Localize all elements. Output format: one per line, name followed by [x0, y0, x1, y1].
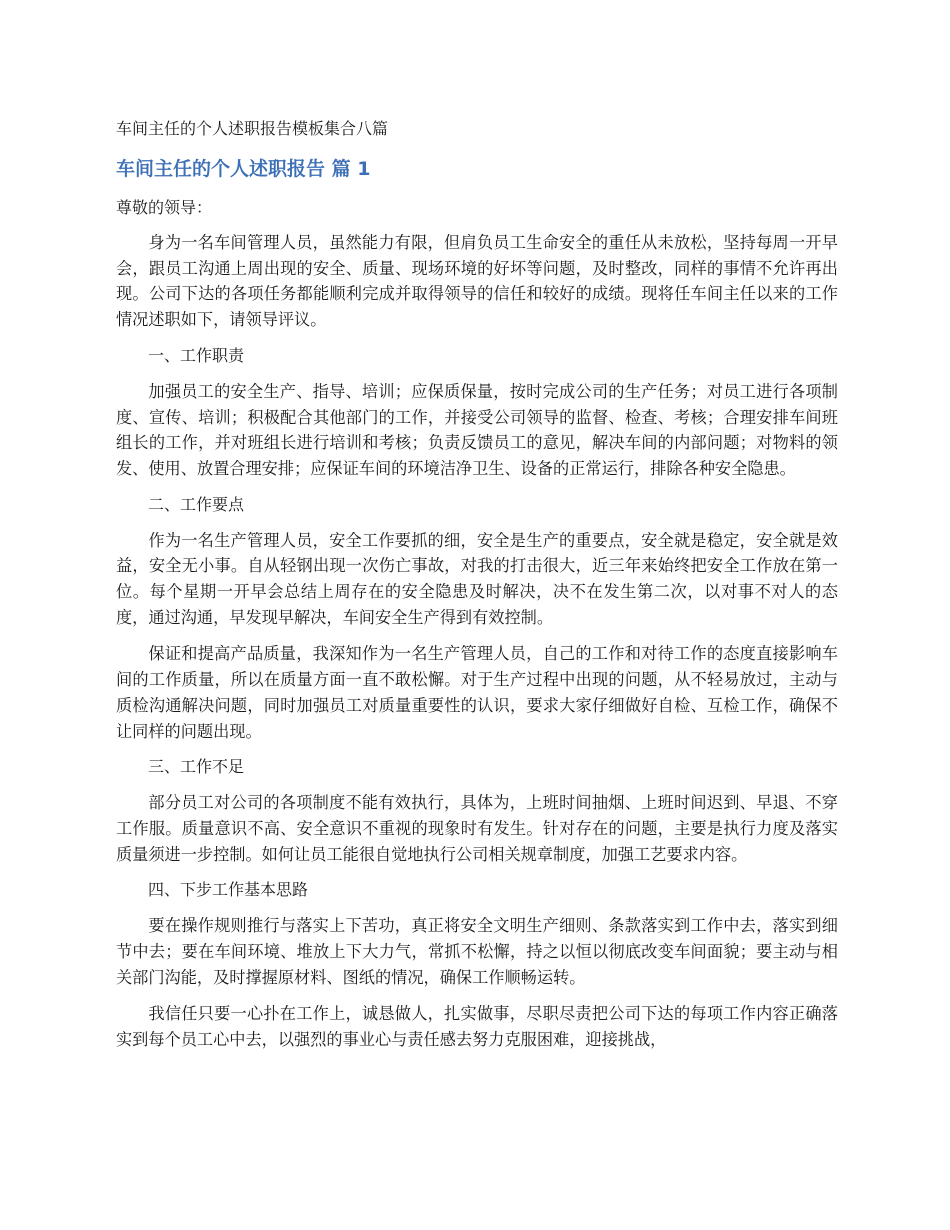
- paragraph-quality: 保证和提高产品质量，我深知作为一名生产管理人员，自己的工作和对待工作的态度直接影响车间的工作质量，所以在质量方面一直不敢松懈。对于生产过程中出现的问题，从不轻易放过，主动与质检沟通解决问题，同时加强员工对质量重要性的认识，要求大家仔细做好自检、互检工作，确保不让同样的问题出现。: [116, 644, 838, 741]
- document-title: 车间主任的个人述职报告模板集合八篇: [116, 119, 389, 138]
- salutation: 尊敬的领导：: [116, 198, 213, 217]
- subheading-duties: 一、工作职责: [148, 345, 245, 365]
- subheading-next-steps: 四、下步工作基本思路: [148, 880, 309, 900]
- paragraph-next-steps: 要在操作规则推行与落实上下苦功，真正将安全文明生产细则、条款落实到工作中去，落实到细节中去；要在车间环境、堆放上下大力气，常抓不松懈，持之以恒以彻底改变车间面貌；要主动与相关部门沟能，及时撑握原材料、图纸的情况，确保工作顺畅运转。: [116, 916, 838, 987]
- paragraph-closing: 我信任只要一心扑在工作上，诚恳做人，扎实做事，尽职尽责把公司下达的每项工作内容正确落实到每个员工心中去，以强烈的事业心与责任感去努力克服困难，迎接挑战，: [116, 1004, 838, 1050]
- document-page: [116, 118, 838, 1064]
- paragraph-safety: 作为一名生产管理人员，安全工作要抓的细，安全是生产的重要点，安全就是稳定，安全就是效益，安全无小事。自从轻钢出现一次伤亡事故，对我的打击很大，近三年来始终把安全工作放在第一位。每个星期一开早会总结上周存在的安全隐患及时解决，决不在发生第二次，以对事不对人的态度，通过沟通，早发现早解决，车间安全生产得到有效控制。: [116, 530, 838, 627]
- subheading-shortcomings: 三、工作不足: [148, 757, 245, 777]
- paragraph-shortcomings: 部分员工对公司的各项制度不能有效执行，具体为，上班时间抽烟、上班时间迟到、早退、不穿工作服。质量意识不高、安全意识不重视的现象时有发生。针对存在的问题，主要是执行力度及落实质量须进一步控制。如何让员工能很自觉地执行公司相关规章制度，加强工艺要求内容。: [116, 793, 838, 864]
- paragraph-duties: 加强员工的安全生产、指导、培训；应保质保量，按时完成公司的生产任务；对员工进行各项制度、宣传、培训；积极配合其他部门的工作，并接受公司领导的监督、检查、考核；合理安排车间班组长的工作，并对班组长进行培训和考核；负责反馈员工的意见，解决车间的内部问题；对物料的领发、使用、放置合理安排；应保证车间的环境洁净卫生、设备的正常运行，排除各种安全隐患。: [116, 381, 838, 478]
- subheading-key-points: 二、工作要点: [148, 494, 245, 514]
- section-heading: 车间主任的个人述职报告 篇 1: [116, 158, 371, 180]
- paragraph-intro: 身为一名车间管理人员，虽然能力有限，但肩负员工生命安全的重任从未放松，坚持每周一开早会，跟员工沟通上周出现的安全、质量、现场环境的好坏等问题，及时整改，同样的事情不允许再出现。公司下达的各项任务都能顺利完成并取得领导的信任和较好的成绩。现将任车间主任以来的工作情况述职如下，请领导评议。: [116, 233, 838, 330]
